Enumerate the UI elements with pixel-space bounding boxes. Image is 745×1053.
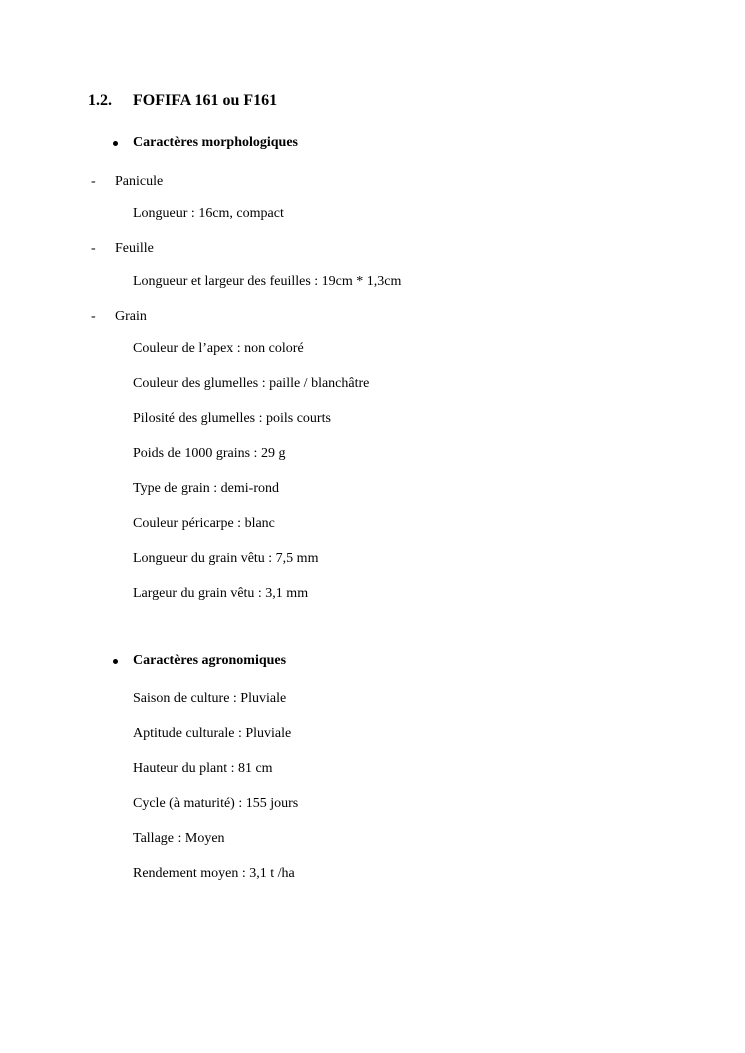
grain-line: Largeur du grain vêtu : 3,1 mm: [133, 586, 309, 601]
agro-line: Aptitude culturale : Pluviale: [133, 726, 292, 741]
agro-line: Cycle (à maturité) : 155 jours: [133, 796, 299, 811]
dash-panicule: -: [91, 174, 96, 189]
grain-line: Longueur du grain vêtu : 7,5 mm: [133, 551, 319, 566]
feuille-label: Feuille: [115, 241, 154, 256]
panicule-line: Longueur : 16cm, compact: [133, 206, 284, 221]
dash-feuille: -: [91, 241, 96, 256]
grain-line: Couleur des glumelles : paille / blanchâtre: [133, 376, 370, 391]
grain-line: Poids de 1000 grains : 29 g: [133, 446, 286, 461]
agro-title: Caractères agronomiques: [133, 653, 287, 668]
dash-grain: -: [91, 309, 96, 324]
grain-label: Grain: [115, 309, 147, 324]
agro-line: Tallage : Moyen: [133, 831, 225, 846]
bullet-icon: [113, 141, 118, 146]
agro-line: Saison de culture : Pluviale: [133, 691, 287, 706]
grain-line: Couleur péricarpe : blanc: [133, 516, 275, 531]
bullet-icon: [113, 659, 118, 664]
grain-line: Couleur de l’apex : non coloré: [133, 341, 304, 356]
agro-line: Hauteur du plant : 81 cm: [133, 761, 273, 776]
grain-line: Type de grain : demi-rond: [133, 481, 279, 496]
grain-line: Pilosité des glumelles : poils courts: [133, 411, 331, 426]
agro-line: Rendement moyen : 3,1 t /ha: [133, 866, 295, 881]
morpho-title: Caractères morphologiques: [133, 135, 298, 150]
section-number: 1.2.: [88, 92, 112, 109]
feuille-line: Longueur et largeur des feuilles : 19cm * 1,3cm: [133, 274, 402, 289]
panicule-label: Panicule: [115, 174, 164, 189]
section-title: FOFIFA 161 ou F161: [133, 92, 278, 109]
